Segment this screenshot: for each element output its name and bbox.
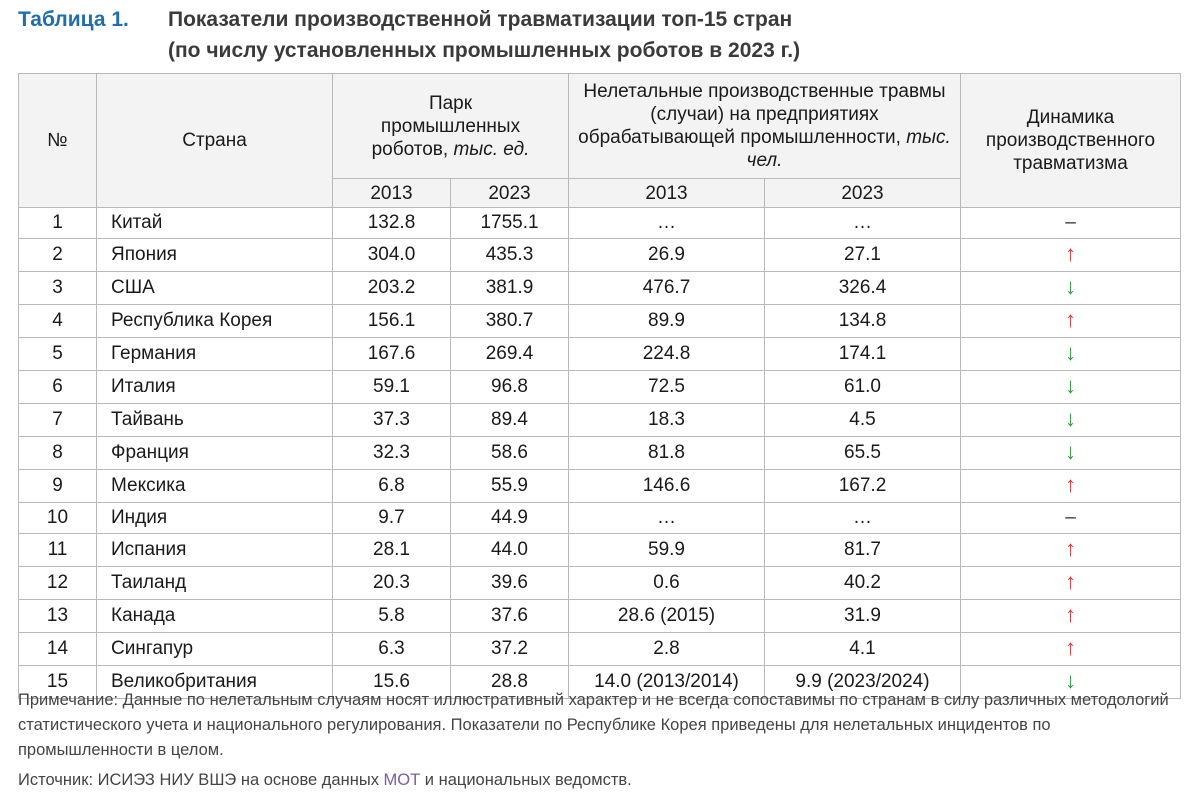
cell-dynamics bbox=[961, 371, 1181, 404]
cell-robots-2013: 15.6 bbox=[333, 666, 451, 699]
cell-robots-2013: 28.1 bbox=[333, 534, 451, 567]
cell-num: 1 bbox=[19, 208, 97, 239]
table-row bbox=[19, 633, 1181, 666]
table-source bbox=[18, 768, 1190, 793]
table-row bbox=[19, 338, 1181, 371]
title-text-line-2: (по числу установленных промышленных роботов в 2023 г.) bbox=[168, 39, 801, 62]
cell-injuries-2013: … bbox=[569, 503, 765, 534]
cell-num: 15 bbox=[19, 666, 97, 699]
cell-robots-2013: 20.3 bbox=[333, 567, 451, 600]
table-row bbox=[19, 503, 1181, 534]
arrow-up-icon: ↑ bbox=[1065, 307, 1076, 332]
table-row bbox=[19, 470, 1181, 503]
cell-robots-2013: 59.1 bbox=[333, 371, 451, 404]
source-prefix: Источник: ИСИЭЗ НИУ ВШЭ на основе данных bbox=[18, 771, 384, 789]
arrow-down-icon: ↓ bbox=[1065, 406, 1076, 431]
header-country: Страна bbox=[97, 74, 333, 208]
cell-num: 12 bbox=[19, 567, 97, 600]
arrow-up-icon: ↑ bbox=[1065, 569, 1076, 594]
cell-num: 8 bbox=[19, 437, 97, 470]
data-table bbox=[18, 73, 1181, 699]
cell-num: 10 bbox=[19, 503, 97, 534]
cell-country: Тайвань bbox=[97, 404, 333, 437]
header-dynamics bbox=[961, 74, 1181, 208]
cell-robots-2023: 39.6 bbox=[451, 567, 569, 600]
cell-robots-2013: 203.2 bbox=[333, 272, 451, 305]
cell-dynamics bbox=[961, 208, 1181, 239]
header-injuries-2023: 2023 bbox=[765, 179, 961, 208]
table-row bbox=[19, 534, 1181, 567]
source-suffix: и национальных ведомств. bbox=[420, 771, 632, 789]
cell-robots-2013: 6.3 bbox=[333, 633, 451, 666]
cell-robots-2023: 44.9 bbox=[451, 503, 569, 534]
cell-country: Республика Корея bbox=[97, 305, 333, 338]
cell-robots-2013: 167.6 bbox=[333, 338, 451, 371]
cell-injuries-2013: 72.5 bbox=[569, 371, 765, 404]
cell-robots-2023: 1755.1 bbox=[451, 208, 569, 239]
cell-country: США bbox=[97, 272, 333, 305]
cell-injuries-2013: 146.6 bbox=[569, 470, 765, 503]
cell-robots-2023: 58.6 bbox=[451, 437, 569, 470]
cell-country: Италия bbox=[97, 371, 333, 404]
table-note: Примечание: Данные по нелетальным случаям носят иллюстративный характер и не всегда сопоставимы по странам в силу различных методологий статистического учета и национального регулирования. Показатели по Республике Корея приведены для нелетальных инцидентов по промышленности в целом. bbox=[18, 691, 1169, 759]
cell-injuries-2013: 476.7 bbox=[569, 272, 765, 305]
title-line-1 bbox=[18, 4, 1188, 35]
table-row bbox=[19, 437, 1181, 470]
cell-country: Мексика bbox=[97, 470, 333, 503]
table-row bbox=[19, 567, 1181, 600]
table-row bbox=[19, 371, 1181, 404]
source-link-mot[interactable]: МОТ bbox=[383, 771, 421, 789]
cell-num: 7 bbox=[19, 404, 97, 437]
cell-robots-2013: 6.8 bbox=[333, 470, 451, 503]
cell-robots-2013: 304.0 bbox=[333, 239, 451, 272]
title-text-line-1: Показатели производственной травматизации топ-15 стран bbox=[168, 8, 793, 31]
cell-country: Таиланд bbox=[97, 567, 333, 600]
dash-icon: – bbox=[1065, 212, 1076, 233]
cell-dynamics bbox=[961, 470, 1181, 503]
cell-injuries-2013: 18.3 bbox=[569, 404, 765, 437]
cell-injuries-2013: 224.8 bbox=[569, 338, 765, 371]
cell-robots-2023: 269.4 bbox=[451, 338, 569, 371]
cell-country: Германия bbox=[97, 338, 333, 371]
cell-robots-2023: 37.2 bbox=[451, 633, 569, 666]
cell-robots-2023: 37.6 bbox=[451, 600, 569, 633]
cell-injuries-2023: 61.0 bbox=[765, 371, 961, 404]
cell-injuries-2023: 167.2 bbox=[765, 470, 961, 503]
cell-injuries-2013: … bbox=[569, 208, 765, 239]
header-num: № bbox=[19, 74, 97, 208]
header-robots-text: Парк промышленных роботов, bbox=[371, 92, 521, 160]
arrow-down-icon: ↓ bbox=[1065, 340, 1076, 365]
cell-robots-2023: 89.4 bbox=[451, 404, 569, 437]
cell-injuries-2013: 0.6 bbox=[569, 567, 765, 600]
table-row bbox=[19, 239, 1181, 272]
cell-country: Япония bbox=[97, 239, 333, 272]
table-header bbox=[19, 74, 1181, 208]
cell-injuries-2013: 2.8 bbox=[569, 633, 765, 666]
cell-dynamics bbox=[961, 567, 1181, 600]
cell-num: 13 bbox=[19, 600, 97, 633]
arrow-up-icon: ↑ bbox=[1065, 241, 1076, 266]
arrow-down-icon: ↓ bbox=[1065, 373, 1076, 398]
cell-injuries-2013: 81.8 bbox=[569, 437, 765, 470]
cell-country: Сингапур bbox=[97, 633, 333, 666]
cell-injuries-2023: 134.8 bbox=[765, 305, 961, 338]
dash-icon: – bbox=[1065, 507, 1076, 528]
header-robots-2023: 2023 bbox=[451, 179, 569, 208]
cell-num: 2 bbox=[19, 239, 97, 272]
header-robots-2013: 2013 bbox=[333, 179, 451, 208]
cell-dynamics bbox=[961, 404, 1181, 437]
cell-num: 4 bbox=[19, 305, 97, 338]
arrow-up-icon: ↑ bbox=[1065, 536, 1076, 561]
cell-robots-2013: 5.8 bbox=[333, 600, 451, 633]
cell-injuries-2013: 89.9 bbox=[569, 305, 765, 338]
table-number-label: Таблица 1. bbox=[18, 8, 129, 31]
cell-dynamics bbox=[961, 633, 1181, 666]
cell-dynamics bbox=[961, 534, 1181, 567]
cell-injuries-2023: 9.9 (2023/2024) bbox=[765, 666, 961, 699]
table-row bbox=[19, 600, 1181, 633]
cell-robots-2013: 37.3 bbox=[333, 404, 451, 437]
cell-injuries-2013: 26.9 bbox=[569, 239, 765, 272]
cell-robots-2023: 435.3 bbox=[451, 239, 569, 272]
cell-robots-2023: 380.7 bbox=[451, 305, 569, 338]
cell-injuries-2023: 27.1 bbox=[765, 239, 961, 272]
cell-injuries-2023: … bbox=[765, 503, 961, 534]
cell-country: Китай bbox=[97, 208, 333, 239]
cell-injuries-2013: 59.9 bbox=[569, 534, 765, 567]
arrow-up-icon: ↑ bbox=[1065, 602, 1076, 627]
table-row bbox=[19, 404, 1181, 437]
cell-injuries-2023: 4.1 bbox=[765, 633, 961, 666]
cell-robots-2023: 381.9 bbox=[451, 272, 569, 305]
cell-robots-2023: 44.0 bbox=[451, 534, 569, 567]
cell-dynamics bbox=[961, 503, 1181, 534]
cell-injuries-2023: 4.5 bbox=[765, 404, 961, 437]
cell-dynamics bbox=[961, 239, 1181, 272]
cell-num: 6 bbox=[19, 371, 97, 404]
cell-injuries-2023: 40.2 bbox=[765, 567, 961, 600]
cell-injuries-2023: … bbox=[765, 208, 961, 239]
header-robots-unit: тыс. ед. bbox=[453, 138, 530, 160]
table-row bbox=[19, 272, 1181, 305]
cell-num: 14 bbox=[19, 633, 97, 666]
cell-num: 9 bbox=[19, 470, 97, 503]
cell-country: Индия bbox=[97, 503, 333, 534]
cell-injuries-2023: 65.5 bbox=[765, 437, 961, 470]
cell-injuries-2023: 326.4 bbox=[765, 272, 961, 305]
cell-injuries-2023: 31.9 bbox=[765, 600, 961, 633]
arrow-up-icon: ↑ bbox=[1065, 472, 1076, 497]
cell-dynamics bbox=[961, 305, 1181, 338]
header-dynamics-text: Динамика производственного травматизма bbox=[985, 107, 1156, 174]
arrow-down-icon: ↓ bbox=[1065, 274, 1076, 299]
arrow-down-icon: ↓ bbox=[1065, 668, 1076, 693]
cell-dynamics bbox=[961, 600, 1181, 633]
header-injuries-text: Нелетальные производственные травмы (случаи) на предприятиях обрабатывающей промышленности, bbox=[578, 81, 946, 148]
cell-injuries-2023: 81.7 bbox=[765, 534, 961, 567]
cell-country: Испания bbox=[97, 534, 333, 567]
table-row bbox=[19, 305, 1181, 338]
header-injuries-unit: тыс. чел. bbox=[746, 127, 951, 171]
cell-injuries-2013: 28.6 (2015) bbox=[569, 600, 765, 633]
table-body bbox=[19, 208, 1181, 699]
arrow-up-icon: ↑ bbox=[1065, 635, 1076, 660]
cell-robots-2013: 9.7 bbox=[333, 503, 451, 534]
cell-robots-2013: 132.8 bbox=[333, 208, 451, 239]
cell-dynamics bbox=[961, 437, 1181, 470]
cell-country: Франция bbox=[97, 437, 333, 470]
cell-num: 5 bbox=[19, 338, 97, 371]
cell-num: 3 bbox=[19, 272, 97, 305]
cell-num: 11 bbox=[19, 534, 97, 567]
cell-robots-2023: 96.8 bbox=[451, 371, 569, 404]
cell-injuries-2023: 174.1 bbox=[765, 338, 961, 371]
cell-country: Великобритания bbox=[97, 666, 333, 699]
arrow-down-icon: ↓ bbox=[1065, 439, 1076, 464]
cell-country: Канада bbox=[97, 600, 333, 633]
table-title bbox=[18, 4, 1188, 66]
cell-robots-2023: 55.9 bbox=[451, 470, 569, 503]
cell-injuries-2013: 14.0 (2013/2014) bbox=[569, 666, 765, 699]
cell-robots-2013: 32.3 bbox=[333, 437, 451, 470]
header-robots bbox=[333, 74, 569, 179]
header-injuries-2013: 2013 bbox=[569, 179, 765, 208]
cell-robots-2023: 28.8 bbox=[451, 666, 569, 699]
table-row bbox=[19, 208, 1181, 239]
cell-robots-2013: 156.1 bbox=[333, 305, 451, 338]
cell-dynamics bbox=[961, 338, 1181, 371]
cell-dynamics bbox=[961, 272, 1181, 305]
header-injuries bbox=[569, 74, 961, 179]
